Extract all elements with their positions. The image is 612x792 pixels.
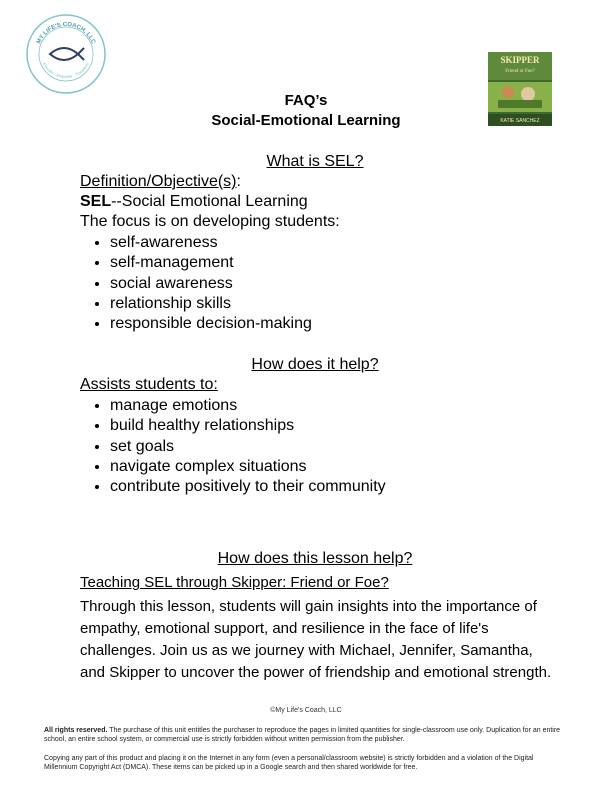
assists-intro: Assists students to: [80,376,218,393]
lesson-paragraph: Through this lesson, students will gain insights into the importance of empathy, emotional support, and resilience in the face of life's challenges. Join us as we journey with Michael, Jennifer, Samantha, and Skipper to uncover the power of friendship and emotional strength. [80,598,552,681]
focus-list [80,233,312,334]
logo-text: MY LIFE'S COACH, LLC [36,21,96,46]
rights-label: All rights reserved. [44,727,108,734]
copyright-notice: ©My Life's Coach, LLC [270,707,342,714]
svg-text:Educate · Empower · Transform [42,61,91,79]
logo-subtext: Educate · Empower · Transform [41,61,91,80]
list-item: • set goals [110,437,386,457]
list-item: • build healthy relationships [110,416,386,436]
assists-list [80,396,386,497]
list-item: • self-awareness [110,233,312,253]
dmca-notice: Copying any part of this product and placing it on the Internet in any form (even a personal/classroom website) is strictly forbidden and a violation of the Digital Millennium Copyright Act (DMCA). These items can be picked up in a Google search and then shared worldwide for free. [44,755,534,771]
book-subtitle: Friend or Foe? [505,69,535,74]
sel-expansion: --Social Emotional Learning [111,193,308,210]
list-item: • self-management [110,253,312,273]
definition-colon: : [236,173,241,190]
definition-line [80,173,241,191]
list-item: • navigate complex situations [110,457,386,477]
lesson-subheading: Teaching SEL through Skipper: Friend or Foe? [80,574,389,591]
page-title: FAQ’s [284,92,328,109]
rights-text: The purchase of this unit entitles the purchaser to reproduce the pages in limited quantities for single-classroom use only. Duplication for an entire school, an entire school system, or commercial use is strictly forbidden without written permission from the publisher. [44,727,561,743]
fish-icon [50,48,78,60]
company-logo [24,12,108,96]
section-what-is-sel-heading: What is SEL? [266,153,364,170]
list-item: • responsible decision-making [110,314,312,334]
focus-intro: The focus is on developing students: [80,213,340,230]
list-item: • social awareness [110,274,312,294]
page-subtitle: Social-Emotional Learning [211,112,401,129]
sel-definition-line [80,193,308,211]
book-title: SKIPPER [500,55,540,65]
list-item: • manage emotions [110,396,386,416]
sel-acronym: SEL [80,193,112,210]
section-how-does-it-help-heading: How does it help? [251,356,379,373]
list-item: • relationship skills [110,294,312,314]
svg-text:MY LIFE'S COACH, LLC [36,22,96,46]
section-how-does-this-lesson-help-heading: How does this lesson help? [217,550,413,567]
book-author: KATIE SANCHEZ [500,118,540,124]
rights-notice [44,726,564,744]
definition-label: Definition/Objective(s) [80,173,237,190]
list-item: • contribute positively to their community [110,477,386,497]
